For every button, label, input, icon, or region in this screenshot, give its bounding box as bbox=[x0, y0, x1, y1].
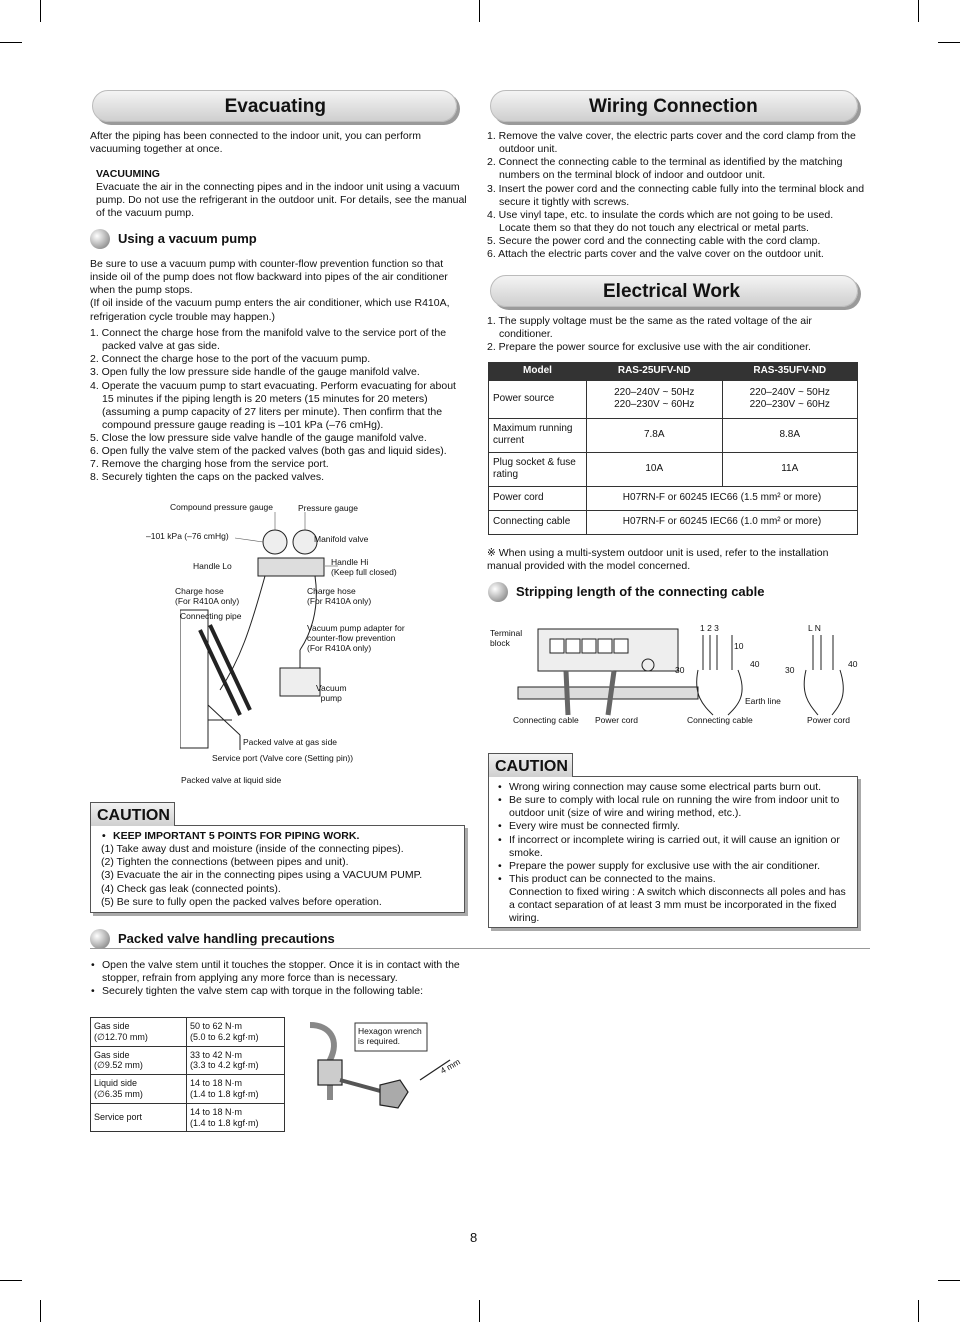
table-cell: 10A bbox=[587, 452, 723, 486]
label-earth-line: Earth line bbox=[745, 696, 781, 706]
subheading-vacuum-pump bbox=[90, 229, 257, 249]
caution-item: • This product can be connected to the mains. bbox=[497, 873, 849, 886]
wiring-steps bbox=[487, 130, 867, 261]
step-item: 3. Open fully the low pressure side handle of the gauge manifold valve. bbox=[90, 366, 420, 379]
vacuuming-heading: VACUUMING bbox=[96, 168, 160, 180]
caution-lead: • KEEP IMPORTANT 5 POINTS FOR PIPING WORK. bbox=[101, 830, 454, 843]
caution-title: CAUTION bbox=[488, 753, 573, 777]
step-item: 2. Connect the connecting cable to the terminal as identified by the matching numbers on the terminal block of indoor and outdoor unit. bbox=[487, 156, 843, 182]
electrical-steps bbox=[487, 315, 867, 354]
section-header-wiring bbox=[490, 90, 858, 122]
label-hex-wrench: Hexagon wrench is required. bbox=[358, 1026, 422, 1046]
packed-item: • Securely tighten the valve stem cap with torque in the following table: bbox=[90, 985, 470, 998]
table-cell: Gas side (∅12.70 mm) bbox=[91, 1018, 187, 1047]
caution-item: • Every wire must be connected firmly. bbox=[497, 820, 849, 833]
table-row bbox=[489, 380, 858, 418]
pump-description bbox=[90, 258, 470, 324]
table-cell: Power cord bbox=[489, 486, 587, 510]
step-item: 1. Remove the valve cover, the electric parts cover and the cord clamp from the outdoor unit. bbox=[487, 130, 856, 156]
column-header: RAS-25UFV-ND bbox=[587, 363, 723, 381]
section-header-evacuating bbox=[92, 90, 457, 122]
table-cell: Plug socket & fuse rating bbox=[489, 452, 587, 486]
table-cell: Maximum running current bbox=[489, 418, 587, 452]
label-charge-hose-hi: Charge hose (For R410A only) bbox=[307, 586, 372, 606]
table-cell: Connecting cable bbox=[489, 510, 587, 534]
label-dim-40: 40 bbox=[848, 659, 858, 669]
table-cell: 33 to 42 N·m (3.3 to 4.2 kgf·m) bbox=[187, 1046, 285, 1075]
step-item: 6. Attach the electric parts cover and the valve cover on the outdoor unit. bbox=[487, 248, 824, 261]
page-number: 8 bbox=[470, 1230, 478, 1245]
label-dim-30: 30 bbox=[785, 665, 795, 675]
table-cell: 50 to 62 N·m (5.0 to 6.2 kgf·m) bbox=[187, 1018, 285, 1047]
evacuating-intro bbox=[90, 130, 470, 156]
caution-extra: Connection to fixed wiring : A switch which disconnects all poles and has a contact separation of at least 3 mm must be incorporated in the fixed wiring. bbox=[509, 886, 846, 925]
table-cell: H07RN-F or 60245 IEC66 (1.5 mm² or more) bbox=[587, 486, 858, 510]
crop-mark bbox=[938, 1280, 960, 1281]
caution-item: • Be sure to comply with local rule on running the wire from indoor unit to outdoor unit (size of wire and wiring method, etc.). bbox=[497, 794, 849, 820]
step-item: 4. Use vinyl tape, etc. to insulate the cords which are not going to be used. Locate them so that they do not touch any electrical or metal parts. bbox=[487, 208, 834, 234]
table-cell: Service port bbox=[91, 1103, 187, 1132]
label-4mm: 4 mm bbox=[438, 1056, 462, 1076]
evacuation-steps bbox=[90, 327, 470, 485]
table-cell: 14 to 18 N·m (1.4 to 1.8 kgf·m) bbox=[187, 1103, 285, 1132]
label-manifold-valve: Manifold valve bbox=[314, 534, 369, 544]
label-terminal-block: Terminal block bbox=[490, 628, 523, 648]
pump-paragraph: Be sure to use a vacuum pump with counter-flow prevention function so that inside oil of the pump does not flow backward into pipes of the air conditioner when the pump stops. bbox=[90, 258, 448, 297]
label-connecting-cable: Connecting cable bbox=[687, 715, 753, 725]
caution-title: CAUTION bbox=[90, 802, 175, 826]
crop-mark bbox=[918, 1300, 919, 1322]
caution-item: • If incorrect or incomplete wiring is carried out, it will cause an ignition or smoke. bbox=[497, 834, 849, 860]
divider bbox=[90, 948, 870, 949]
caution-item: (5) Be sure to fully open the packed valves before operation. bbox=[101, 895, 382, 908]
step-item: 3. Insert the power cord and the connecting cable fully into the terminal block and secure it tightly with screws. bbox=[487, 182, 865, 208]
pump-paragraph: (If oil inside of the vacuum pump enters the air conditioner, which use R410A, refrigeration cycle trouble may happen.) bbox=[90, 297, 450, 323]
table-row bbox=[489, 510, 858, 534]
packed-valve-list bbox=[90, 959, 470, 998]
vacuum-pump-shape bbox=[280, 668, 320, 696]
table-cell: 7.8A bbox=[587, 418, 723, 452]
label-service-port: Service port (Valve core (Setting pin)) bbox=[212, 753, 354, 763]
table-cell: 11A bbox=[722, 452, 858, 486]
subheading-packed-valve bbox=[90, 929, 335, 949]
label-terminal-ln: L N bbox=[808, 623, 821, 633]
crop-mark bbox=[0, 1280, 22, 1281]
crop-mark bbox=[40, 0, 41, 22]
crop-mark bbox=[938, 42, 960, 43]
table-cell: Gas side (∅9.52 mm) bbox=[91, 1046, 187, 1075]
caution-list bbox=[489, 777, 857, 929]
table-row bbox=[91, 1018, 285, 1047]
bullet-ball-icon bbox=[90, 229, 110, 249]
step-item: 1. Connect the charge hose from the manifold valve to the service port of the packed valve at gas side. bbox=[90, 327, 447, 353]
table-cell: Liquid side (∅6.35 mm) bbox=[91, 1075, 187, 1104]
bullet-ball-icon bbox=[488, 582, 508, 602]
crop-mark bbox=[40, 1300, 41, 1322]
label-pressure-gauge: Pressure gauge bbox=[298, 503, 359, 513]
table-header-row bbox=[489, 363, 858, 381]
subheading-text: Using a vacuum pump bbox=[118, 230, 257, 246]
caution-item: (4) Check gas leak (connected points). bbox=[101, 882, 281, 895]
label-charge-hose-lo: Charge hose (For R410A only) bbox=[175, 586, 240, 606]
hex-nut-shape bbox=[380, 1080, 408, 1108]
label-terminal-numbers: 1 2 3 bbox=[700, 623, 719, 633]
step-item: 6. Open fully the valve stem of the packed valves (both gas and liquid sides). bbox=[90, 445, 447, 458]
section-title: Wiring Connection bbox=[589, 96, 758, 117]
label-dim-30: 30 bbox=[675, 665, 685, 675]
step-item: 8. Securely tighten the caps on the packed valves. bbox=[90, 471, 325, 484]
caution-body bbox=[91, 826, 464, 913]
caution-item: • Wrong wiring connection may cause some electrical parts burn out. bbox=[497, 781, 849, 794]
table-row bbox=[489, 452, 858, 486]
column-header: Model bbox=[489, 363, 587, 381]
crop-mark bbox=[918, 0, 919, 22]
subheading-text: Stripping length of the connecting cable bbox=[516, 583, 765, 599]
compound-gauge-shape bbox=[263, 530, 287, 554]
step-item: 5. Close the low pressure side valve handle of the gauge manifold valve. bbox=[90, 432, 427, 444]
subheading-stripping bbox=[488, 582, 764, 602]
table-cell: 8.8A bbox=[722, 418, 858, 452]
spec-table bbox=[488, 362, 858, 535]
caution-box-piping bbox=[90, 807, 465, 913]
section-header-electrical bbox=[490, 275, 858, 307]
step-item: 5. Secure the power cord and the connecting cable with the cord clamp. bbox=[487, 235, 821, 247]
crop-mark bbox=[479, 0, 480, 22]
label-connecting-pipe: Connecting pipe bbox=[180, 611, 242, 621]
table-row bbox=[91, 1046, 285, 1075]
label-vacuum-pump: Vacuum pump bbox=[316, 683, 347, 703]
step-item: 7. Remove the charging hose from the service port. bbox=[90, 458, 329, 471]
step-item: 4. Operate the vacuum pump to start evacuating. Perform evacuating for about 15 minutes if the piping length is 20 meters (15 minutes for 20 meters) (assuming a pump capacity of 27 liters per minute). Then confirm that the compound pressure gauge reading is –101 kPa (–76 cmHg). bbox=[90, 379, 456, 431]
bullet-ball-icon bbox=[90, 929, 110, 949]
table-row bbox=[489, 486, 858, 510]
packed-item: • Open the valve stem until it touches the stopper. Once it is in contact with the stopper, refrain from applying any more force than is necessary. bbox=[90, 959, 470, 985]
crop-mark bbox=[479, 1300, 480, 1322]
table-cell: 220–240V ~ 50Hz 220–230V ~ 60Hz bbox=[587, 380, 723, 418]
indoor-unit-shape bbox=[180, 610, 208, 748]
caution-item: • Prepare the power supply for exclusive use with the air conditioner. bbox=[497, 860, 849, 873]
label-handle-lo: Handle Lo bbox=[193, 561, 232, 571]
label-gas-side: Packed valve at gas side bbox=[243, 737, 338, 747]
label-power-cord: Power cord bbox=[595, 715, 638, 725]
vacuuming-text: Evacuate the air in the connecting pipes and in the indoor unit using a vacuum pump. Do not use the refrigerant in the outdoor unit. For details, see the manual of the vacuum pump. bbox=[96, 181, 467, 220]
label-pump-adapter: Vacuum pump adapter for counter-flow prevention (For R410A only) bbox=[307, 623, 405, 653]
caution-item: (2) Tighten the connections (between pipes and unit). bbox=[101, 856, 349, 869]
label-power-cord: Power cord bbox=[807, 715, 850, 725]
manifold-shape bbox=[258, 558, 324, 576]
crop-mark bbox=[0, 42, 22, 43]
multi-system-note: ※ When using a multi-system outdoor unit is used, refer to the installation manual provided with the model concerned. bbox=[487, 547, 829, 573]
step-item: 1. The supply voltage must be the same as the rated voltage of the air conditioner. bbox=[487, 315, 812, 341]
step-item: 2. Prepare the power source for exclusive use with the air conditioner. bbox=[487, 341, 811, 354]
subheading-text: Packed valve handling precautions bbox=[118, 930, 335, 946]
caution-item: (3) Evacuate the air in the connecting pipes using a VACUUM PUMP. bbox=[101, 869, 423, 882]
caution-box-wiring bbox=[488, 758, 858, 928]
label-compound-gauge: Compound pressure gauge bbox=[170, 502, 274, 512]
step-item: 2. Connect the charge hose to the port of the vacuum pump. bbox=[90, 353, 371, 366]
table-cell: 14 to 18 N·m (1.4 to 1.8 kgf·m) bbox=[187, 1075, 285, 1104]
vacuuming-block bbox=[96, 168, 471, 221]
section-title: Electrical Work bbox=[603, 281, 740, 302]
label-liquid-side: Packed valve at liquid side bbox=[181, 775, 282, 785]
label-handle-hi: Handle Hi (Keep full closed) bbox=[331, 557, 397, 577]
table-row bbox=[91, 1103, 285, 1132]
column-header: RAS-35UFV-ND bbox=[722, 363, 858, 381]
torque-table bbox=[90, 1017, 285, 1132]
caution-item: (1) Take away dust and moisture (inside of the connecting pipes). bbox=[101, 843, 404, 856]
table-cell: 220–240V ~ 50Hz 220–230V ~ 60Hz bbox=[722, 380, 858, 418]
label-connecting-cable: Connecting cable bbox=[513, 715, 579, 725]
intro-text: After the piping has been connected to the indoor unit, you can perform vacuuming together at once. bbox=[90, 130, 421, 156]
label-dim-10: 10 bbox=[734, 641, 744, 651]
table-cell: H07RN-F or 60245 IEC66 (1.0 mm² or more) bbox=[587, 510, 858, 534]
table-cell: Power source bbox=[489, 380, 587, 418]
label-gauge-reading: –101 kPa (–76 cmHg) bbox=[146, 531, 229, 541]
table-row bbox=[91, 1075, 285, 1104]
label-dim-40: 40 bbox=[750, 659, 760, 669]
section-title: Evacuating bbox=[224, 96, 326, 117]
table-row bbox=[489, 418, 858, 452]
